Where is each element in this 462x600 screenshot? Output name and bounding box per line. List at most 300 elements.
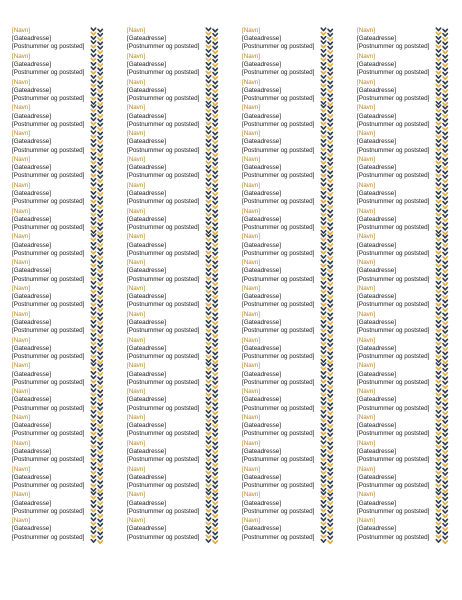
label-street-address[interactable]: [Gateadresse] — [12, 370, 51, 378]
label-name[interactable]: [Navn] — [357, 517, 375, 525]
label-postal-code-city[interactable]: [Postnummer og poststed] — [12, 224, 85, 231]
label-postal-code-city[interactable]: [Postnummer og poststed] — [12, 533, 85, 541]
label-name[interactable]: [Navn] — [357, 207, 375, 215]
label-street-address[interactable]: [Gateadresse] — [127, 190, 166, 197]
label-street-address[interactable]: [Gateadresse] — [242, 267, 281, 275]
label-street-address[interactable]: [Gateadresse] — [357, 164, 396, 172]
label-postal-code-city[interactable]: [Postnummer og poststed] — [357, 198, 430, 206]
address-label — [242, 130, 340, 155]
label-street-address[interactable]: [Gateadresse] — [12, 473, 51, 481]
label-text-block — [12, 466, 94, 491]
label-postal-code-city[interactable]: [Postnummer og poststed] — [12, 430, 85, 438]
label-street-address[interactable]: [Gateadresse] — [242, 35, 281, 43]
label-postal-code-city[interactable]: [Postnummer og poststed] — [357, 120, 430, 128]
label-street-address[interactable]: [Gateadresse] — [357, 525, 396, 533]
label-street-address[interactable]: [Gateadresse] — [12, 396, 51, 404]
label-text-block — [127, 285, 209, 310]
address-label — [127, 440, 225, 465]
label-postal-code-city[interactable]: [Postnummer og poststed] — [12, 301, 85, 309]
label-postal-code-city[interactable]: [Postnummer og poststed] — [357, 301, 430, 309]
label-name[interactable]: [Navn] — [127, 207, 145, 215]
label-postal-code-city[interactable]: [Postnummer og poststed] — [357, 507, 430, 515]
label-street-address[interactable]: [Gateadresse] — [127, 86, 166, 94]
label-text-block — [127, 414, 209, 439]
address-label — [357, 156, 455, 181]
chevron-pattern-icon — [319, 104, 335, 130]
label-street-address[interactable]: [Gateadresse] — [242, 112, 281, 120]
label-street-address[interactable]: [Gateadresse] — [127, 396, 166, 404]
label-name[interactable]: [Navn] — [242, 259, 260, 267]
label-street-address[interactable]: [Gateadresse] — [127, 499, 166, 507]
label-text-block — [127, 388, 209, 413]
label-postal-code-city[interactable]: [Postnummer og poststed] — [242, 353, 315, 360]
label-name[interactable]: [Navn] — [242, 517, 260, 525]
label-street-address[interactable]: [Gateadresse] — [12, 61, 51, 68]
label-name[interactable]: [Navn] — [12, 27, 30, 34]
label-postal-code-city[interactable]: [Postnummer og poststed] — [12, 249, 85, 257]
address-label — [12, 233, 110, 258]
address-label — [242, 491, 340, 516]
label-name[interactable]: [Navn] — [242, 233, 260, 241]
label-name[interactable]: [Navn] — [12, 104, 30, 112]
label-street-address[interactable]: [Gateadresse] — [242, 344, 281, 352]
label-name[interactable]: [Navn] — [12, 439, 30, 447]
label-street-address[interactable]: [Gateadresse] — [242, 164, 281, 172]
label-postal-code-city[interactable]: [Postnummer og poststed] — [242, 456, 315, 464]
chevron-pattern-icon — [434, 53, 450, 79]
label-name[interactable]: [Navn] — [127, 78, 145, 86]
chevron-pattern-icon — [204, 104, 220, 130]
label-postal-code-city[interactable]: [Postnummer og poststed] — [127, 456, 200, 464]
label-postal-code-city[interactable]: [Postnummer og poststed] — [127, 507, 200, 515]
address-label — [242, 337, 340, 362]
label-postal-code-city[interactable]: [Postnummer og poststed] — [127, 224, 200, 231]
label-street-address[interactable]: [Gateadresse] — [127, 267, 166, 275]
label-postal-code-city[interactable]: [Postnummer og poststed] — [357, 172, 430, 180]
label-street-address[interactable]: [Gateadresse] — [12, 86, 51, 94]
label-postal-code-city[interactable]: [Postnummer og poststed] — [357, 146, 430, 154]
label-postal-code-city[interactable]: [Postnummer og poststed] — [242, 224, 315, 231]
label-street-address[interactable]: [Gateadresse] — [12, 138, 51, 146]
chevron-pattern-icon — [204, 53, 220, 79]
label-name[interactable]: [Navn] — [127, 465, 145, 473]
label-name[interactable]: [Navn] — [242, 362, 260, 370]
label-name[interactable]: [Navn] — [12, 491, 30, 499]
label-name[interactable]: [Navn] — [12, 285, 30, 292]
chevron-pattern-icon — [204, 337, 220, 363]
label-street-address[interactable]: [Gateadresse] — [127, 241, 166, 249]
label-name[interactable]: [Navn] — [242, 27, 260, 34]
label-postal-code-city[interactable]: [Postnummer og poststed] — [242, 301, 315, 309]
label-name[interactable]: [Navn] — [357, 285, 375, 292]
label-name[interactable]: [Navn] — [242, 104, 260, 112]
label-postal-code-city[interactable]: [Postnummer og poststed] — [242, 482, 315, 489]
label-street-address[interactable]: [Gateadresse] — [242, 241, 281, 249]
label-street-address[interactable]: [Gateadresse] — [242, 190, 281, 197]
label-street-address[interactable]: [Gateadresse] — [357, 267, 396, 275]
label-street-address[interactable]: [Gateadresse] — [127, 164, 166, 172]
label-name[interactable]: [Navn] — [127, 130, 145, 138]
label-street-address[interactable]: [Gateadresse] — [242, 396, 281, 404]
label-street-address[interactable]: [Gateadresse] — [12, 112, 51, 120]
label-postal-code-city[interactable]: [Postnummer og poststed] — [127, 533, 200, 541]
label-street-address[interactable]: [Gateadresse] — [12, 267, 51, 275]
label-postal-code-city[interactable]: [Postnummer og poststed] — [357, 275, 430, 283]
label-street-address[interactable]: [Gateadresse] — [357, 422, 396, 430]
label-postal-code-city[interactable]: [Postnummer og poststed] — [357, 533, 430, 541]
label-street-address[interactable]: [Gateadresse] — [357, 499, 396, 507]
label-street-address[interactable]: [Gateadresse] — [127, 112, 166, 120]
label-name[interactable]: [Navn] — [127, 52, 145, 60]
label-postal-code-city[interactable]: [Postnummer og poststed] — [357, 456, 430, 464]
label-postal-code-city[interactable]: [Postnummer og poststed] — [12, 120, 85, 128]
label-name[interactable]: [Navn] — [127, 27, 145, 34]
label-street-address[interactable]: [Gateadresse] — [12, 35, 51, 43]
label-street-address[interactable]: [Gateadresse] — [12, 164, 51, 172]
label-postal-code-city[interactable]: [Postnummer og poststed] — [12, 378, 85, 386]
label-name[interactable]: [Navn] — [12, 465, 30, 473]
label-postal-code-city[interactable]: [Postnummer og poststed] — [12, 275, 85, 283]
label-text-block — [357, 362, 439, 387]
label-text-block — [12, 156, 94, 181]
label-street-address[interactable]: [Gateadresse] — [127, 448, 166, 455]
label-street-address[interactable]: [Gateadresse] — [357, 370, 396, 378]
label-street-address[interactable]: [Gateadresse] — [357, 344, 396, 352]
label-postal-code-city[interactable]: [Postnummer og poststed] — [242, 533, 315, 541]
label-postal-code-city[interactable]: [Postnummer og poststed] — [242, 198, 315, 206]
label-street-address[interactable]: [Gateadresse] — [127, 319, 166, 326]
label-postal-code-city[interactable]: [Postnummer og poststed] — [242, 120, 315, 128]
label-street-address[interactable]: [Gateadresse] — [242, 370, 281, 378]
label-street-address[interactable]: [Gateadresse] — [242, 448, 281, 455]
chevron-pattern-icon — [319, 466, 335, 492]
label-name[interactable]: [Navn] — [127, 181, 145, 189]
label-street-address[interactable]: [Gateadresse] — [12, 241, 51, 249]
label-name[interactable]: [Navn] — [242, 310, 260, 318]
label-name[interactable]: [Navn] — [242, 439, 260, 447]
label-name[interactable]: [Navn] — [357, 439, 375, 447]
chevron-pattern-icon — [89, 79, 105, 105]
label-postal-code-city[interactable]: [Postnummer og poststed] — [242, 404, 315, 412]
label-name[interactable]: [Navn] — [242, 130, 260, 138]
label-text-block — [127, 440, 209, 465]
label-postal-code-city[interactable]: [Postnummer og poststed] — [357, 378, 430, 386]
label-postal-code-city[interactable]: [Postnummer og poststed] — [127, 43, 200, 51]
label-street-address[interactable]: [Gateadresse] — [127, 344, 166, 352]
label-name[interactable]: [Navn] — [357, 156, 375, 163]
label-postal-code-city[interactable]: [Postnummer og poststed] — [12, 482, 85, 489]
label-street-address[interactable]: [Gateadresse] — [357, 190, 396, 197]
chevron-pattern-icon — [434, 388, 450, 414]
label-postal-code-city[interactable]: [Postnummer og poststed] — [357, 327, 430, 335]
address-label — [12, 79, 110, 104]
label-name[interactable]: [Navn] — [12, 362, 30, 370]
label-name[interactable]: [Navn] — [357, 259, 375, 267]
label-postal-code-city[interactable]: [Postnummer og poststed] — [242, 327, 315, 335]
label-name[interactable]: [Navn] — [12, 336, 30, 344]
label-postal-code-city[interactable]: [Postnummer og poststed] — [242, 275, 315, 283]
label-name[interactable]: [Navn] — [242, 388, 260, 396]
label-street-address[interactable]: [Gateadresse] — [127, 422, 166, 430]
address-label — [12, 182, 110, 207]
label-postal-code-city[interactable]: [Postnummer og poststed] — [127, 482, 200, 489]
label-name[interactable]: [Navn] — [12, 181, 30, 189]
label-name[interactable]: [Navn] — [242, 207, 260, 215]
label-name[interactable]: [Navn] — [12, 259, 30, 267]
label-name[interactable]: [Navn] — [357, 233, 375, 241]
label-name[interactable]: [Navn] — [127, 388, 145, 396]
address-label — [242, 156, 340, 181]
label-postal-code-city[interactable]: [Postnummer og poststed] — [357, 224, 430, 231]
address-label — [127, 182, 225, 207]
label-postal-code-city[interactable]: [Postnummer og poststed] — [242, 430, 315, 438]
label-text-block — [127, 233, 209, 258]
label-name[interactable]: [Navn] — [242, 52, 260, 60]
chevron-pattern-icon — [89, 156, 105, 182]
label-text-block — [357, 208, 439, 233]
label-name[interactable]: [Navn] — [357, 414, 375, 421]
label-postal-code-city[interactable]: [Postnummer og poststed] — [12, 69, 85, 77]
label-postal-code-city[interactable]: [Postnummer og poststed] — [127, 69, 200, 77]
label-street-address[interactable]: [Gateadresse] — [12, 190, 51, 197]
label-name[interactable]: [Navn] — [12, 414, 30, 421]
label-postal-code-city[interactable]: [Postnummer og poststed] — [127, 249, 200, 257]
chevron-pattern-icon — [89, 130, 105, 156]
label-name[interactable]: [Navn] — [127, 104, 145, 112]
label-text-block — [357, 517, 439, 542]
label-street-address[interactable]: [Gateadresse] — [242, 422, 281, 430]
label-street-address[interactable]: [Gateadresse] — [127, 35, 166, 43]
label-postal-code-city[interactable]: [Postnummer og poststed] — [242, 507, 315, 515]
label-name[interactable]: [Navn] — [12, 233, 30, 241]
chevron-pattern-icon — [319, 517, 335, 543]
label-name[interactable]: [Navn] — [357, 181, 375, 189]
label-postal-code-city[interactable]: [Postnummer og poststed] — [12, 95, 85, 102]
label-street-address[interactable]: [Gateadresse] — [127, 61, 166, 68]
label-name[interactable]: [Navn] — [357, 491, 375, 499]
chevron-pattern-icon — [89, 311, 105, 337]
label-name[interactable]: [Navn] — [127, 517, 145, 525]
label-postal-code-city[interactable]: [Postnummer og poststed] — [357, 43, 430, 51]
label-postal-code-city[interactable]: [Postnummer og poststed] — [12, 353, 85, 360]
label-street-address[interactable]: [Gateadresse] — [357, 61, 396, 68]
label-name[interactable]: [Navn] — [357, 336, 375, 344]
label-postal-code-city[interactable]: [Postnummer og poststed] — [12, 198, 85, 206]
label-street-address[interactable]: [Gateadresse] — [357, 473, 396, 481]
label-postal-code-city[interactable]: [Postnummer og poststed] — [127, 120, 200, 128]
label-postal-code-city[interactable]: [Postnummer og poststed] — [357, 404, 430, 412]
label-street-address[interactable]: [Gateadresse] — [242, 293, 281, 301]
label-postal-code-city[interactable]: [Postnummer og poststed] — [242, 43, 315, 51]
label-name[interactable]: [Navn] — [357, 78, 375, 86]
label-street-address[interactable]: [Gateadresse] — [242, 473, 281, 481]
label-street-address[interactable]: [Gateadresse] — [127, 138, 166, 146]
label-postal-code-city[interactable]: [Postnummer og poststed] — [242, 95, 315, 102]
label-postal-code-city[interactable]: [Postnummer og poststed] — [127, 301, 200, 309]
address-label — [12, 491, 110, 516]
label-postal-code-city[interactable]: [Postnummer og poststed] — [127, 198, 200, 206]
label-street-address[interactable]: [Gateadresse] — [127, 370, 166, 378]
label-postal-code-city[interactable]: [Postnummer og poststed] — [127, 275, 200, 283]
label-name[interactable]: [Navn] — [242, 78, 260, 86]
label-street-address[interactable]: [Gateadresse] — [357, 86, 396, 94]
label-street-address[interactable]: [Gateadresse] — [242, 61, 281, 68]
label-postal-code-city[interactable]: [Postnummer og poststed] — [357, 249, 430, 257]
address-label — [12, 285, 110, 310]
label-name[interactable]: [Navn] — [242, 285, 260, 292]
label-name[interactable]: [Navn] — [357, 388, 375, 396]
chevron-pattern-icon — [204, 440, 220, 466]
label-text-block — [12, 491, 94, 516]
label-name[interactable]: [Navn] — [12, 207, 30, 215]
label-name[interactable]: [Navn] — [127, 156, 145, 163]
label-postal-code-city[interactable]: [Postnummer og poststed] — [127, 430, 200, 438]
label-name[interactable]: [Navn] — [357, 27, 375, 34]
label-street-address[interactable]: [Gateadresse] — [12, 422, 51, 430]
label-postal-code-city[interactable]: [Postnummer og poststed] — [242, 172, 315, 180]
label-name[interactable]: [Navn] — [12, 310, 30, 318]
label-text-block — [357, 53, 439, 78]
label-text-block — [242, 208, 324, 233]
address-label — [12, 311, 110, 336]
label-name[interactable]: [Navn] — [12, 52, 30, 60]
chevron-pattern-icon — [434, 517, 450, 543]
label-postal-code-city[interactable]: [Postnummer og poststed] — [127, 146, 200, 154]
label-postal-code-city[interactable]: [Postnummer og poststed] — [242, 249, 315, 257]
label-text-block — [12, 414, 94, 439]
label-name[interactable]: [Navn] — [127, 233, 145, 241]
address-label — [127, 259, 225, 284]
label-postal-code-city[interactable]: [Postnummer og poststed] — [242, 378, 315, 386]
label-street-address[interactable]: [Gateadresse] — [12, 448, 51, 455]
label-street-address[interactable]: [Gateadresse] — [12, 293, 51, 301]
label-postal-code-city[interactable]: [Postnummer og poststed] — [127, 172, 200, 180]
label-postal-code-city[interactable]: [Postnummer og poststed] — [12, 404, 85, 412]
label-name[interactable]: [Navn] — [127, 259, 145, 267]
label-postal-code-city[interactable]: [Postnummer og poststed] — [127, 378, 200, 386]
label-text-block — [127, 182, 209, 207]
label-name[interactable]: [Navn] — [242, 465, 260, 473]
label-postal-code-city[interactable]: [Postnummer og poststed] — [12, 43, 85, 51]
label-name[interactable]: [Navn] — [127, 285, 145, 292]
label-street-address[interactable]: [Gateadresse] — [357, 112, 396, 120]
label-postal-code-city[interactable]: [Postnummer og poststed] — [12, 327, 85, 335]
label-street-address[interactable]: [Gateadresse] — [12, 319, 51, 326]
label-name[interactable]: [Navn] — [357, 310, 375, 318]
label-name[interactable]: [Navn] — [127, 439, 145, 447]
label-street-address[interactable]: [Gateadresse] — [12, 499, 51, 507]
label-name[interactable]: [Navn] — [12, 517, 30, 525]
label-street-address[interactable]: [Gateadresse] — [357, 241, 396, 249]
label-street-address[interactable]: [Gateadresse] — [12, 344, 51, 352]
label-name[interactable]: [Navn] — [127, 336, 145, 344]
label-name[interactable]: [Navn] — [127, 491, 145, 499]
label-name[interactable]: [Navn] — [357, 52, 375, 60]
label-name[interactable]: [Navn] — [12, 130, 30, 138]
address-label — [12, 517, 110, 542]
label-street-address[interactable]: [Gateadresse] — [242, 525, 281, 533]
label-street-address[interactable]: [Gateadresse] — [127, 215, 166, 223]
label-postal-code-city[interactable]: [Postnummer og poststed] — [357, 95, 430, 102]
label-street-address[interactable]: [Gateadresse] — [357, 293, 396, 301]
label-street-address[interactable]: [Gateadresse] — [357, 215, 396, 223]
label-text-block — [12, 233, 94, 258]
label-postal-code-city[interactable]: [Postnummer og poststed] — [242, 69, 315, 77]
label-street-address[interactable]: [Gateadresse] — [127, 473, 166, 481]
label-text-block — [242, 362, 324, 387]
label-name[interactable]: [Navn] — [242, 181, 260, 189]
label-street-address[interactable]: [Gateadresse] — [242, 138, 281, 146]
label-name[interactable]: [Navn] — [357, 465, 375, 473]
label-name[interactable]: [Navn] — [127, 362, 145, 370]
label-name[interactable]: [Navn] — [242, 414, 260, 421]
label-postal-code-city[interactable]: [Postnummer og poststed] — [357, 353, 430, 360]
address-label — [127, 466, 225, 491]
address-label — [357, 259, 455, 284]
label-postal-code-city[interactable]: [Postnummer og poststed] — [12, 456, 85, 464]
label-postal-code-city[interactable]: [Postnummer og poststed] — [242, 146, 315, 154]
label-text-block — [12, 53, 94, 78]
label-street-address[interactable]: [Gateadresse] — [242, 215, 281, 223]
chevron-pattern-icon — [89, 285, 105, 311]
label-street-address[interactable]: [Gateadresse] — [242, 499, 281, 507]
label-street-address[interactable]: [Gateadresse] — [357, 396, 396, 404]
label-name[interactable]: [Navn] — [242, 156, 260, 163]
address-label — [242, 285, 340, 310]
label-name[interactable]: [Navn] — [12, 156, 30, 163]
label-postal-code-city[interactable]: [Postnummer og poststed] — [357, 482, 430, 489]
label-postal-code-city[interactable]: [Postnummer og poststed] — [127, 404, 200, 412]
label-postal-code-city[interactable]: [Postnummer og poststed] — [357, 69, 430, 77]
label-name[interactable]: [Navn] — [242, 336, 260, 344]
chevron-pattern-icon — [434, 285, 450, 311]
address-label — [242, 259, 340, 284]
label-street-address[interactable]: [Gateadresse] — [127, 293, 166, 301]
chevron-pattern-icon — [89, 53, 105, 79]
label-street-address[interactable]: [Gateadresse] — [242, 319, 281, 326]
label-street-address[interactable]: [Gateadresse] — [357, 448, 396, 455]
label-street-address[interactable]: [Gateadresse] — [242, 86, 281, 94]
address-label — [127, 388, 225, 413]
label-postal-code-city[interactable]: [Postnummer og poststed] — [12, 172, 85, 180]
label-name[interactable]: [Navn] — [127, 414, 145, 421]
label-name[interactable]: [Navn] — [12, 388, 30, 396]
label-name[interactable]: [Navn] — [127, 310, 145, 318]
label-street-address[interactable]: [Gateadresse] — [12, 525, 51, 533]
label-street-address[interactable]: [Gateadresse] — [357, 138, 396, 146]
label-name[interactable]: [Navn] — [242, 491, 260, 499]
label-postal-code-city[interactable]: [Postnummer og poststed] — [357, 430, 430, 438]
label-postal-code-city[interactable]: [Postnummer og poststed] — [127, 353, 200, 360]
label-name[interactable]: [Navn] — [357, 130, 375, 138]
label-text-block — [242, 233, 324, 258]
label-text-block — [12, 182, 94, 207]
label-postal-code-city[interactable]: [Postnummer og poststed] — [12, 146, 85, 154]
label-postal-code-city[interactable]: [Postnummer og poststed] — [127, 95, 200, 102]
label-name[interactable]: [Navn] — [12, 78, 30, 86]
label-street-address[interactable]: [Gateadresse] — [357, 319, 396, 326]
label-postal-code-city[interactable]: [Postnummer og poststed] — [127, 327, 200, 335]
label-street-address[interactable]: [Gateadresse] — [12, 215, 51, 223]
label-street-address[interactable]: [Gateadresse] — [357, 35, 396, 43]
label-name[interactable]: [Navn] — [357, 104, 375, 112]
label-name[interactable]: [Navn] — [357, 362, 375, 370]
label-postal-code-city[interactable]: [Postnummer og poststed] — [12, 507, 85, 515]
label-street-address[interactable]: [Gateadresse] — [127, 525, 166, 533]
address-label — [242, 466, 340, 491]
chevron-pattern-icon — [89, 414, 105, 440]
label-text-block — [357, 491, 439, 516]
